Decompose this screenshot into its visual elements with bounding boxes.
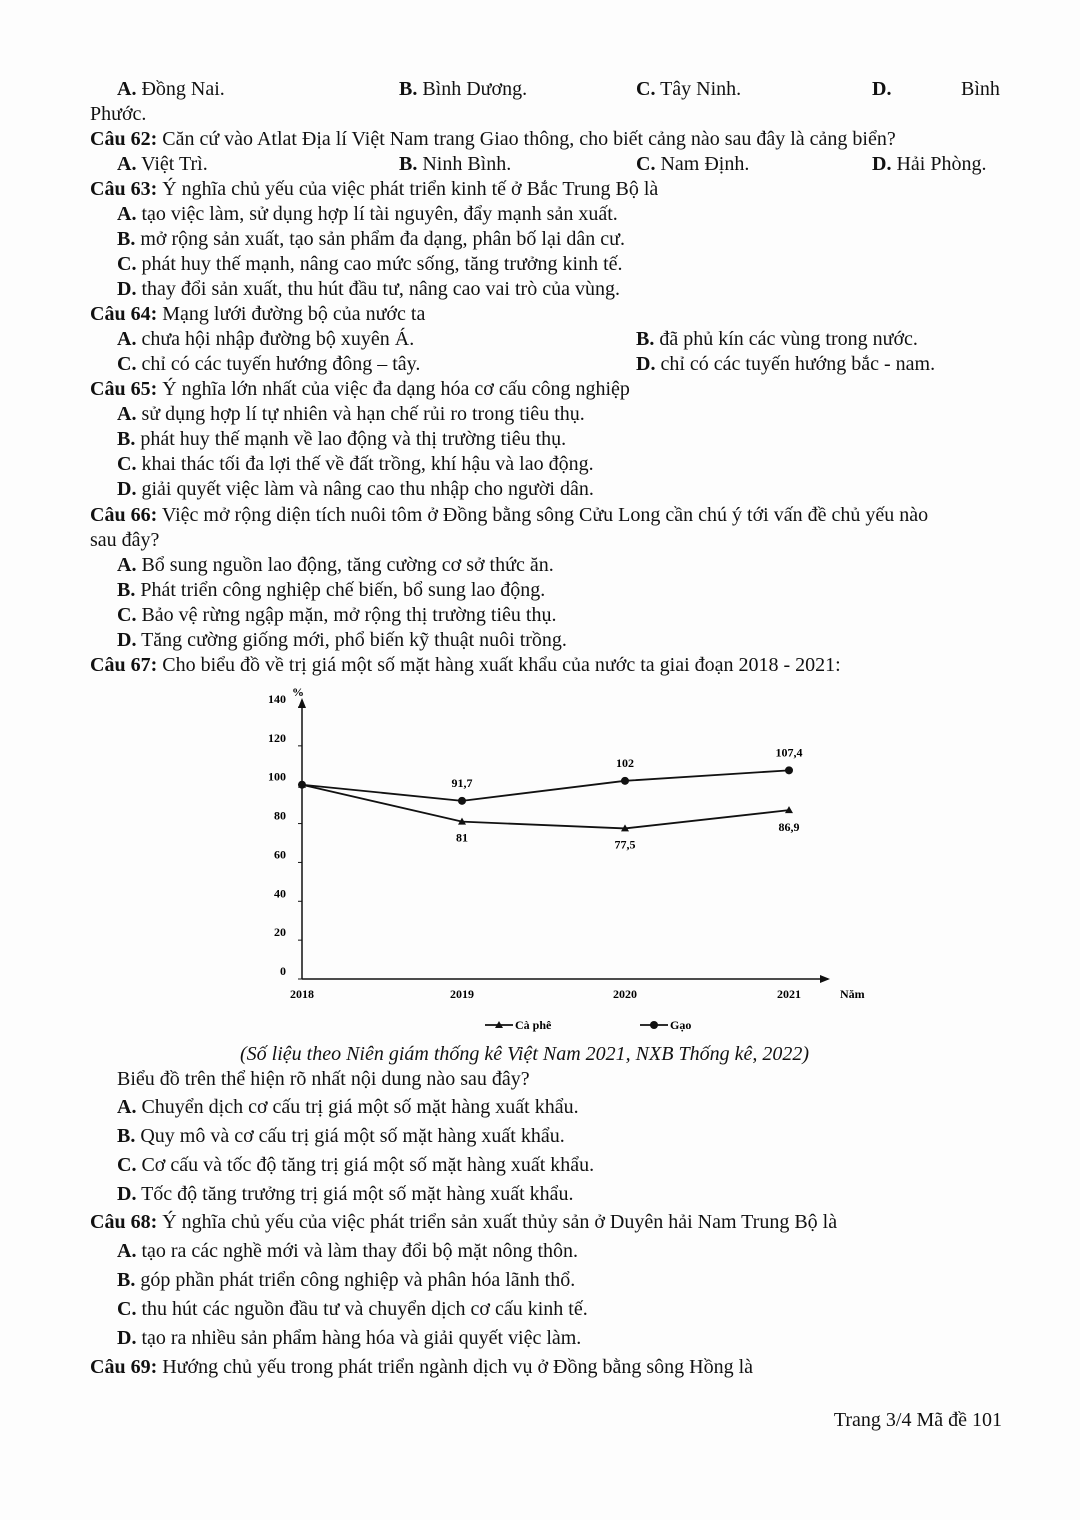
q62-stem: Câu 62: Căn cứ vào Atlat Địa lí Việt Nam trang Giao thông, cho biết cảng nào sau đây là cảng biển?	[90, 128, 896, 150]
x-tick-label: 2021	[777, 987, 801, 1001]
y-tick-label: 120	[268, 730, 286, 745]
q62-option-d: D. Hải Phòng.	[872, 153, 987, 175]
q65-option-a: A. sử dụng hợp lí tự nhiên và hạn chế rủi ro trong tiêu thụ.	[117, 403, 585, 425]
q64-stem: Câu 64: Mạng lưới đường bộ của nước ta	[90, 303, 426, 325]
q67-question: Biểu đồ trên thể hiện rõ nhất nội dung nào sau đây?	[117, 1068, 530, 1090]
q68-option-a: A. tạo ra các nghề mới và làm thay đổi bộ mặt nông thôn.	[117, 1240, 579, 1262]
y-tick-label: 100	[268, 769, 286, 784]
q61-option-d-wrap: Phước.	[90, 103, 147, 125]
q66-option-a: A. Bổ sung nguồn lao động, tăng cường cơ sở thức ăn.	[117, 554, 554, 576]
q61-option-c: C. Tây Ninh.	[636, 78, 742, 100]
x-axis-label: Năm	[840, 987, 865, 1001]
q67-option-d: D. Tốc độ tăng trưởng trị giá một số mặt hàng xuất khẩu.	[117, 1183, 574, 1205]
y-tick-label: 60	[274, 847, 286, 862]
q64-option-d: D. chỉ có các tuyến hướng bắc - nam.	[636, 353, 936, 375]
data-label: 77,5	[614, 837, 636, 852]
y-tick-label: 80	[274, 808, 286, 823]
q61-option-a: A. Đồng Nai.	[117, 78, 225, 100]
page-footer: Trang 3/4 Mã đề 101	[833, 1409, 1002, 1431]
q66-option-d: D. Tăng cường giống mới, phổ biến kỹ thuật nuôi trồng.	[117, 629, 567, 651]
q63-option-a: A. tạo việc làm, sử dụng hợp lí tài nguyên, đẩy mạnh sản xuất.	[117, 203, 618, 225]
q61-option-d-text: Bình	[961, 78, 1000, 100]
q62-option-a: A. Việt Trì.	[117, 153, 208, 175]
q67-option-c: C. Cơ cấu và tốc độ tăng trị giá một số mặt hàng xuất khẩu.	[117, 1154, 595, 1176]
x-tick-label: 2018	[290, 987, 314, 1001]
y-axis-label: %	[292, 685, 304, 699]
x-tick-label: 2019	[450, 987, 474, 1001]
q63-option-b: B. mở rộng sản xuất, tạo sản phẩm đa dạng, phân bố lại dân cư.	[117, 228, 625, 250]
y-tick-label: 20	[274, 925, 286, 940]
q65-option-b: B. phát huy thế mạnh về lao động và thị trường tiêu thụ.	[117, 428, 567, 450]
series-line-gao	[302, 770, 789, 801]
y-tick-label: 140	[268, 692, 286, 706]
q64-option-b: B. đã phủ kín các vùng trong nước.	[636, 328, 918, 350]
q66-stem: Câu 66: Việc mở rộng diện tích nuôi tôm ở Đồng bằng sông Cửu Long cần chú ý tới vấn đề chủ yếu nào	[90, 504, 929, 526]
q63-option-c: C. phát huy thế mạnh, nâng cao mức sống, tăng trưởng kinh tế.	[117, 253, 623, 275]
chart-source-caption: (Số liệu theo Niên giám thống kê Việt Nam 2021, NXB Thống kê, 2022)	[240, 1043, 809, 1065]
q68-option-c: C. thu hút các nguồn đầu tư và chuyển dịch cơ cấu kinh tế.	[117, 1298, 588, 1320]
q63-option-d: D. thay đổi sản xuất, thu hút đầu tư, nâng cao vai trò của vùng.	[117, 278, 620, 300]
legend-marker-circle	[650, 1021, 658, 1029]
data-label: 86,9	[778, 820, 800, 835]
q66-stem-cont: sau đây?	[90, 529, 160, 551]
q68-option-d: D. tạo ra nhiều sản phẩm hàng hóa và giải quyết việc làm.	[117, 1327, 582, 1349]
data-label: 107,4	[775, 745, 803, 760]
q64-option-c: C. chỉ có các tuyến hướng đông – tây.	[117, 353, 421, 375]
q65-stem: Câu 65: Ý nghĩa lớn nhất của việc đa dạng hóa cơ cấu công nghiệp	[90, 378, 630, 400]
q68-stem: Câu 68: Ý nghĩa chủ yếu của việc phát triển sản xuất thủy sản ở Duyên hải Nam Trung Bộ là	[90, 1211, 838, 1233]
data-point-circle	[458, 797, 466, 805]
data-point-circle	[621, 777, 629, 785]
q67-option-a: A. Chuyển dịch cơ cấu trị giá một số mặt hàng xuất khẩu.	[117, 1096, 579, 1118]
q65-option-d: D. giải quyết việc làm và nâng cao thu nhập cho người dân.	[117, 478, 594, 500]
x-axis-arrow	[820, 975, 830, 983]
q64-option-a: A. chưa hội nhập đường bộ xuyên Á.	[117, 328, 415, 350]
legend-label: Cà phê	[515, 1018, 552, 1032]
q69-stem: Câu 69: Hướng chủ yếu trong phát triển ngành dịch vụ ở Đồng bằng sông Hồng là	[90, 1356, 754, 1378]
chart-data-labels	[452, 745, 803, 851]
chart-axes	[268, 685, 865, 1001]
legend-label: Gạo	[670, 1018, 692, 1032]
q61-option-d-letter: D.	[872, 78, 892, 100]
q61-option-b: B. Bình Dương.	[399, 78, 528, 100]
q63-stem: Câu 63: Ý nghĩa chủ yếu của việc phát triển kinh tế ở Bắc Trung Bộ là	[90, 178, 659, 200]
data-point-circle	[785, 766, 793, 774]
y-tick-label: 0	[280, 964, 286, 978]
q67-option-b: B. Quy mô và cơ cấu trị giá một số mặt hàng xuất khẩu.	[117, 1125, 565, 1147]
data-label: 91,7	[451, 775, 473, 790]
q66-option-c: C. Bảo vệ rừng ngập mặn, mở rộng thị trường tiêu thụ.	[117, 604, 557, 626]
q62-option-c: C. Nam Định.	[636, 153, 750, 175]
q66-option-b: B. Phát triển công nghiệp chế biến, bổ sung lao động.	[117, 579, 546, 601]
q68-option-b: B. góp phần phát triển công nghiệp và phân hóa lãnh thổ.	[117, 1269, 576, 1291]
y-tick-label: 40	[274, 886, 286, 901]
q67-stem: Câu 67: Cho biểu đồ về trị giá một số mặt hàng xuất khẩu của nước ta giai đoạn 2018 - 2021:	[90, 654, 841, 676]
data-point-circle	[298, 781, 306, 789]
data-label: 81	[456, 830, 468, 845]
chart-series	[298, 766, 793, 831]
export-value-line-chart	[240, 680, 880, 1040]
data-label: 102	[616, 755, 634, 770]
q65-option-c: C. khai thác tối đa lợi thế về đất trồng, khí hậu và lao động.	[117, 453, 594, 475]
chart-legend	[485, 1018, 691, 1032]
q62-option-b: B. Ninh Bình.	[399, 153, 512, 175]
x-tick-label: 2020	[613, 987, 637, 1001]
